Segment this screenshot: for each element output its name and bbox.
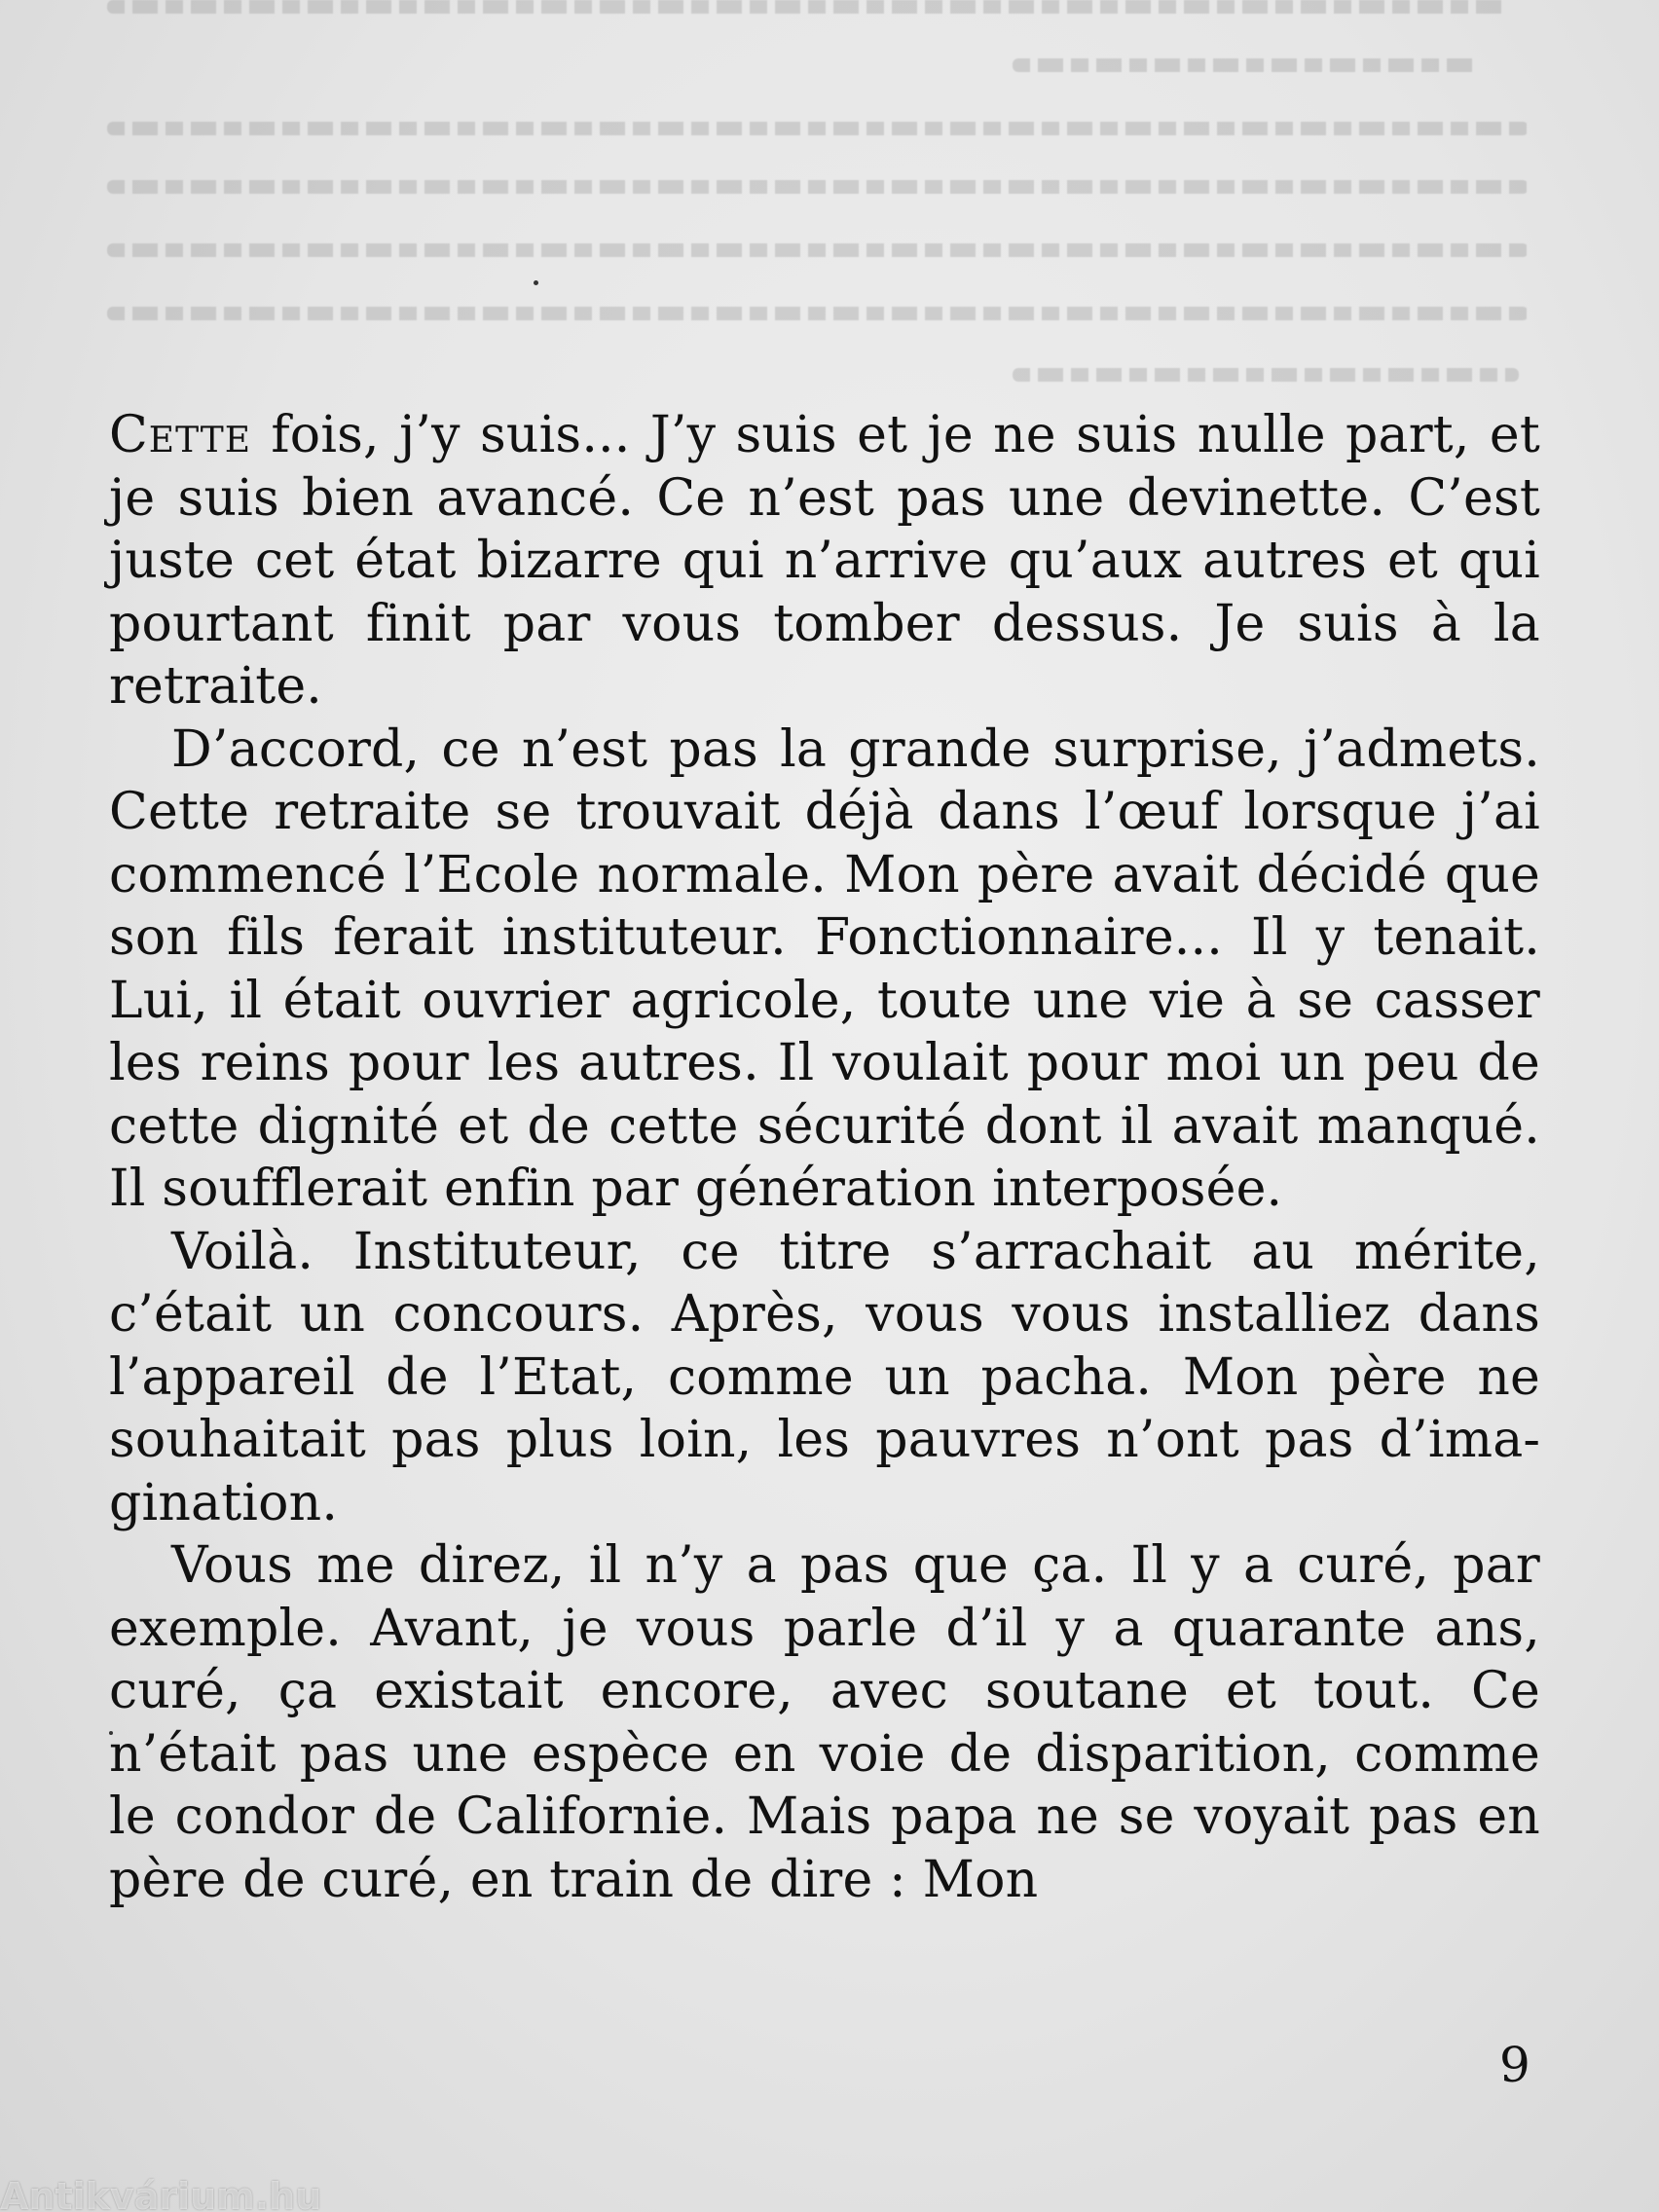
show-through-text	[0, 0, 1659, 409]
paper-speck	[534, 280, 538, 285]
body-text	[109, 404, 1540, 1911]
paragraph-1-text: fois, j’y suis... J’y suis et je ne suis nulle part, et je suis bien avancé. Ce n’est pas une devinette. C’est juste cet état bizarre qui n’arrive qu’aux autres et qui pourtant finit par vous tomber dessus. Je suis à la retraite.	[109, 406, 1540, 716]
paragraph-1	[109, 404, 1540, 719]
watermark: Antikvárium.hu	[0, 2175, 322, 2212]
page-number: 9	[1499, 2037, 1530, 2093]
opening-smallcaps: Cette	[109, 406, 252, 464]
paragraph-3: Voilà. Instituteur, ce titre s’arrachait au mérite, c’était un concours. Après, vous vous installiez dans l’appareil de l’Etat, comme un pacha. Mon père ne souhaitait pas plus loin, les pauvres n’ont pas d’imagination.	[109, 1222, 1540, 1532]
paragraph-4: Vous me direz, il n’y a pas que ça. Il y a curé, par exemple. Avant, je vous parle d’il y a quarante ans, curé, ça existait encore, avec soutane et tout. Ce n’était pas une espèce en voie de disparition, comme le condor de Californie. Mais papa ne se voyait pas en père de curé, en train de dire : Mon	[109, 1536, 1540, 1909]
paragraph-2: D’accord, ce n’est pas la grande surprise, j’admets. Cette retraite se trouvait déjà dans l’œuf lorsque j’ai commencé l’Ecole normale. Mon père avait décidé que son fils ferait instituteur. Fonctionnaire... Il y tenait. Lui, il était ouvrier agricole, toute une vie à se casser les reins pour les autres. Il voulait pour moi un peu de cette dignité et de cette sécurité dont il avait manqué. Il soufflerait enfin par génération interposée.	[109, 719, 1540, 1218]
